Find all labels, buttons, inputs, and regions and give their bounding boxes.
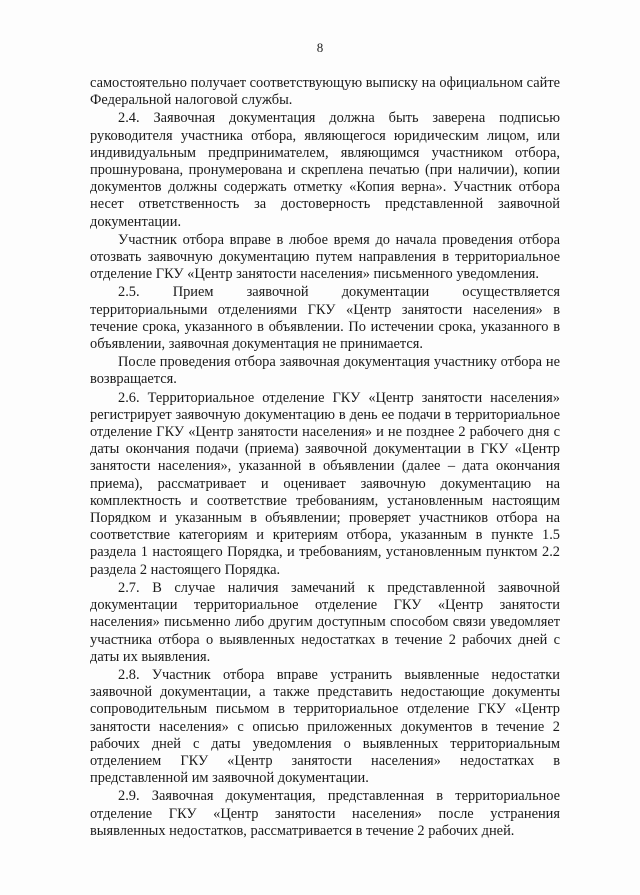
paragraph-withdrawal: Участник отбора вправе в любое время до начала проведения отбора отозвать заявочную документацию путем направления в территориальное отделение ГКУ «Центр занятости населения» письменного уведомления. — [90, 231, 560, 283]
paragraph-2-9: 2.9. Заявочная документация, представленная в территориальное отделение ГКУ «Центр занятости населения» после устранения выявленных недостатков, рассматривается в течение 2 рабочих дней. — [90, 788, 560, 839]
paragraph-2-6: 2.6. Территориальное отделение ГКУ «Центр занятости населения» регистрирует заявочную документацию в день ее подачи в территориальное отделение ГКУ «Центр занятости населения» и не позднее 2 рабочего дня с даты окончания подачи (приема) заявочной документации в ГКУ «Центр занятости населения», указанной в объявлении (далее – дата окончания приема), рассматривает и оценивает заявочную документацию на комплектность и соответствие требованиям, установленным настоящим Порядком и указанным в объявлении; проверяет участников отбора на соответствие категориям и критериям отбора, указанным в пункте 1.5 раздела 1 настоящего Порядка, и требованиям, установленным пунктом 2.2 раздела 2 настоящего Порядка. — [90, 389, 560, 578]
paragraph-no-return: После проведения отбора заявочная документация участнику отбора не возвращается. — [90, 354, 560, 388]
paragraph-2-5: 2.5. Прием заявочной документации осуществляется территориальными отделениями ГКУ «Центр занятости населения» в течение срока, указанного в объявлении. По истечении срока, указанного в объявлении, заявочная документация не принимается. — [90, 284, 560, 353]
paragraph-2-8: 2.8. Участник отбора вправе устранить выявленные недостатки заявочной документации, а также представить недостающие документы сопроводительным письмом в территориальное отделение ГКУ «Центр занятости населения» с описью приложенных документов в течение 2 рабочих дней с даты уведомления о выявленных территориальным отделением ГКУ «Центр занятости населения» недостатках в представленной им заявочной документации. — [90, 666, 560, 787]
document-body — [90, 75, 560, 841]
paragraph-2-4: 2.4. Заявочная документация должна быть заверена подписью руководителя участника отбора, являющегося юридическим лицом, или индивидуальным предпринимателем, являющимся участником отбора, прошнурована, пронумерована и скреплена печатью (при наличии), копии документов должны содержать отметку «Копия верна». Участник отбора несет ответственность за достоверность представленной заявочной документации. — [90, 110, 560, 230]
paragraph-continuation: самостоятельно получает соответствующую выписку на официальном сайте Федеральной налоговой службы. — [90, 75, 560, 109]
page-number: 8 — [316, 40, 324, 55]
paragraph-2-7: 2.7. В случае наличия замечаний к представленной заявочной документации территориальное отделение ГКУ «Центр занятости населения» письменно либо другим доступным способом связи уведомляет участника отбора о выявленных недостатках в течение 2 рабочих дней с даты их выявления. — [90, 579, 560, 665]
